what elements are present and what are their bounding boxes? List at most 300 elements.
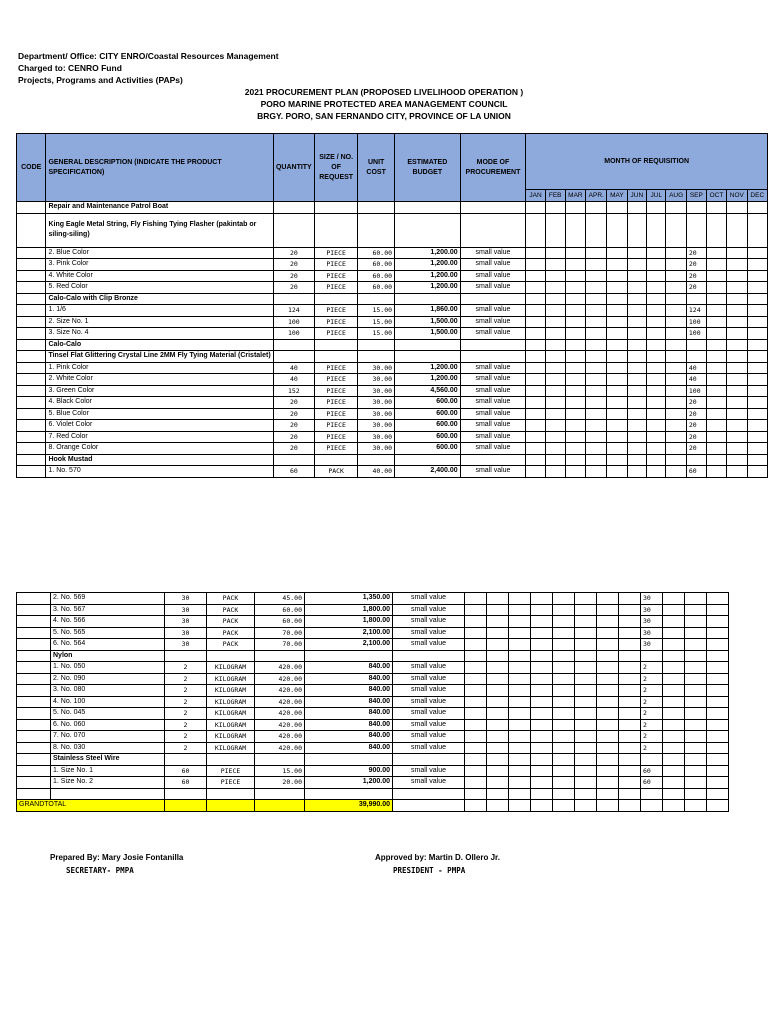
item-mode: small value [460, 374, 526, 386]
month-cell [526, 420, 546, 432]
item-mode: small value [460, 385, 526, 397]
month-cell [663, 673, 685, 685]
month-cell [531, 765, 553, 777]
month-cell [627, 420, 647, 432]
month-cell [747, 259, 767, 271]
month-cell [627, 385, 647, 397]
item-unit-cost: 60.00 [358, 247, 395, 259]
table-row [17, 202, 768, 214]
month-cell [663, 777, 685, 789]
month-cell [553, 742, 575, 754]
table-row [17, 639, 729, 651]
month-cell [531, 662, 553, 674]
month-cell [465, 777, 487, 789]
empty-cell [727, 351, 747, 363]
month-cell [607, 466, 627, 478]
empty-cell [641, 650, 663, 662]
month-cell [647, 443, 666, 455]
month-header: JAN [526, 190, 546, 202]
month-cell [666, 420, 686, 432]
empty-cell [545, 213, 565, 247]
approved-by: Approved by: Martin D. Ollero Jr. [375, 853, 500, 862]
table-row [17, 362, 768, 374]
empty-cell [706, 213, 726, 247]
title-line-2: PORO MARINE PROTECTED AREA MANAGEMENT COUNCIL [260, 99, 508, 109]
month-cell [597, 708, 619, 720]
code-cell [17, 339, 46, 351]
item-mode: small value [393, 627, 465, 639]
month-cell [627, 466, 647, 478]
month-cell [706, 282, 726, 294]
item-description: 5. Blue Color [46, 408, 273, 420]
item-unit-cost: 420.00 [255, 685, 305, 697]
month-cell [627, 397, 647, 409]
month-cell [545, 270, 565, 282]
month-header: JUL [647, 190, 666, 202]
month-cell [509, 719, 531, 731]
item-budget: 600.00 [395, 431, 461, 443]
month-cell [526, 328, 546, 340]
empty-cell [207, 788, 255, 800]
section-heading: Hook Mustad [46, 454, 273, 466]
item-mode: small value [393, 696, 465, 708]
item-budget: 2,100.00 [305, 627, 393, 639]
month-cell [487, 604, 509, 616]
empty-cell [526, 202, 546, 214]
empty-cell [509, 754, 531, 766]
month-cell [727, 259, 747, 271]
month-cell [685, 742, 707, 754]
item-quantity: 20 [273, 247, 314, 259]
month-cell [619, 616, 641, 628]
month-cell [706, 305, 726, 317]
item-description: 1. No. 050 [51, 662, 165, 674]
empty-cell [686, 351, 706, 363]
item-quantity: 20 [273, 408, 314, 420]
code-cell [17, 604, 51, 616]
month-cell [553, 593, 575, 605]
table-row [17, 374, 768, 386]
table-row [17, 685, 729, 697]
month-cell [575, 765, 597, 777]
month-cell [685, 765, 707, 777]
table-row [17, 259, 768, 271]
item-quantity: 20 [273, 443, 314, 455]
month-cell [727, 420, 747, 432]
month-cell [607, 259, 627, 271]
sep-requisition: 20 [686, 431, 706, 443]
month-cell [597, 685, 619, 697]
month-cell [707, 662, 729, 674]
table-row [17, 339, 768, 351]
month-cell [597, 616, 619, 628]
month-cell [597, 777, 619, 789]
sep-requisition: 20 [686, 259, 706, 271]
item-description: 7. No. 070 [51, 731, 165, 743]
item-budget: 1,200.00 [305, 777, 393, 789]
empty-cell [747, 213, 767, 247]
item-unit-cost: 70.00 [255, 639, 305, 651]
grand-total-label: GRANDTOTAL [17, 800, 165, 812]
code-cell [17, 259, 46, 271]
month-cell [607, 385, 627, 397]
month-cell [586, 362, 607, 374]
item-quantity: 30 [165, 604, 207, 616]
empty-cell [666, 454, 686, 466]
table-row [17, 420, 768, 432]
item-unit-cost: 30.00 [358, 443, 395, 455]
empty-cell [526, 339, 546, 351]
empty-cell [663, 650, 685, 662]
empty-cell [315, 339, 358, 351]
empty-cell [51, 788, 165, 800]
month-cell [586, 466, 607, 478]
month-cell [526, 247, 546, 259]
month-cell [575, 639, 597, 651]
sep-requisition: 20 [686, 270, 706, 282]
month-cell [465, 662, 487, 674]
month-cell [545, 282, 565, 294]
item-description: 4. No. 566 [51, 616, 165, 628]
month-cell [553, 731, 575, 743]
item-quantity: 60 [165, 777, 207, 789]
item-size: KILOGRAM [207, 742, 255, 754]
empty-cell [395, 202, 461, 214]
month-cell [565, 420, 586, 432]
month-cell [707, 593, 729, 605]
sep-requisition: 30 [641, 604, 663, 616]
empty-cell [597, 788, 619, 800]
item-unit-cost: 420.00 [255, 742, 305, 754]
month-cell [553, 673, 575, 685]
month-cell [509, 627, 531, 639]
month-cell [545, 362, 565, 374]
code-cell [17, 431, 46, 443]
month-cell [647, 362, 666, 374]
item-size: PIECE [207, 777, 255, 789]
month-cell [607, 374, 627, 386]
empty-cell [619, 650, 641, 662]
month-cell [727, 362, 747, 374]
month-cell [663, 604, 685, 616]
item-size: KILOGRAM [207, 731, 255, 743]
empty-cell [165, 754, 207, 766]
month-cell [575, 731, 597, 743]
item-mode: small value [460, 431, 526, 443]
month-cell [706, 362, 726, 374]
code-cell [17, 282, 46, 294]
table-row [17, 627, 729, 639]
month-cell [706, 259, 726, 271]
empty-cell [315, 213, 358, 247]
section-heading: Repair and Maintenance Patrol Boat [46, 202, 273, 214]
month-cell [526, 374, 546, 386]
month-cell [663, 708, 685, 720]
item-mode: small value [393, 616, 465, 628]
item-description: 1. Size No. 2 [51, 777, 165, 789]
table-row [17, 385, 768, 397]
code-cell [17, 754, 51, 766]
section-heading: Calo-Calo with Clip Bronze [46, 293, 273, 305]
item-budget: 1,200.00 [395, 270, 461, 282]
sep-requisition: 30 [641, 593, 663, 605]
section-heading: Tinsel Flat Glittering Crystal Line 2MM Fly Tying Material (Cristalet) [46, 351, 273, 363]
month-cell [747, 431, 767, 443]
sep-requisition: 2 [641, 719, 663, 731]
month-cell [597, 639, 619, 651]
empty-cell [255, 754, 305, 766]
month-cell [619, 708, 641, 720]
month-cell [727, 305, 747, 317]
item-quantity: 100 [273, 316, 314, 328]
code-cell [17, 454, 46, 466]
month-cell [531, 708, 553, 720]
sep-requisition: 2 [641, 708, 663, 720]
empty-cell [607, 202, 627, 214]
item-quantity: 20 [273, 259, 314, 271]
month-cell [597, 593, 619, 605]
empty-cell [393, 650, 465, 662]
month-cell [531, 604, 553, 616]
item-description: 3. Pink Color [46, 259, 273, 271]
item-mode: small value [460, 282, 526, 294]
code-cell [17, 639, 51, 651]
table-row [17, 673, 729, 685]
empty-cell [531, 754, 553, 766]
item-unit-cost: 60.00 [255, 604, 305, 616]
code-cell [17, 397, 46, 409]
empty-cell [707, 754, 729, 766]
month-cell [553, 777, 575, 789]
procurement-table-bottom [16, 592, 729, 812]
item-unit-cost: 45.00 [255, 593, 305, 605]
table-row [17, 305, 768, 317]
month-cell [707, 708, 729, 720]
month-cell [597, 604, 619, 616]
month-cell [647, 282, 666, 294]
month-cell [706, 420, 726, 432]
item-mode: small value [460, 362, 526, 374]
code-cell [17, 662, 51, 674]
paps-line: Projects, Programs and Activities (PAPs) [18, 75, 183, 85]
item-budget: 840.00 [305, 673, 393, 685]
month-cell [509, 696, 531, 708]
item-description: 6. Violet Color [46, 420, 273, 432]
col-description: GENERAL DESCRIPTION (INDICATE THE PRODUCT SPECIFICATION) [46, 134, 273, 202]
item-size: PACK [207, 604, 255, 616]
month-cell [627, 431, 647, 443]
item-quantity: 30 [165, 627, 207, 639]
month-cell [607, 328, 627, 340]
month-cell [531, 685, 553, 697]
empty-cell [747, 339, 767, 351]
month-cell [707, 616, 729, 628]
code-cell [17, 385, 46, 397]
item-budget: 1,200.00 [395, 362, 461, 374]
month-cell [575, 673, 597, 685]
item-budget: 900.00 [305, 765, 393, 777]
month-cell [666, 466, 686, 478]
month-cell [663, 639, 685, 651]
empty-cell [553, 788, 575, 800]
month-cell [647, 270, 666, 282]
month-cell [647, 247, 666, 259]
code-cell [17, 708, 51, 720]
month-cell [647, 305, 666, 317]
empty-cell [545, 454, 565, 466]
empty-cell [575, 754, 597, 766]
empty-cell [647, 454, 666, 466]
month-cell [487, 777, 509, 789]
item-description: 1. 1/6 [46, 305, 273, 317]
code-cell [17, 616, 51, 628]
month-cell [685, 708, 707, 720]
sep-requisition: 100 [686, 316, 706, 328]
item-budget: 600.00 [395, 408, 461, 420]
item-size: PIECE [315, 247, 358, 259]
code-cell [17, 351, 46, 363]
empty-cell [707, 650, 729, 662]
item-size: KILOGRAM [207, 685, 255, 697]
month-cell [666, 247, 686, 259]
code-cell [17, 765, 51, 777]
month-cell [487, 616, 509, 628]
item-description: 7. Red Color [46, 431, 273, 443]
section-heading: Stainless Steel Wire [51, 754, 165, 766]
empty-cell [395, 339, 461, 351]
table-row [17, 213, 768, 247]
item-mode: small value [393, 731, 465, 743]
month-cell [663, 593, 685, 605]
item-unit-cost: 15.00 [358, 316, 395, 328]
table-row [17, 708, 729, 720]
item-mode: small value [393, 719, 465, 731]
code-cell [17, 650, 51, 662]
col-size: SIZE / NO. OF REQUEST [315, 134, 358, 202]
month-cell [627, 408, 647, 420]
sep-requisition: 124 [686, 305, 706, 317]
empty-cell [509, 650, 531, 662]
month-cell [685, 604, 707, 616]
item-description: 1. Size No. 1 [51, 765, 165, 777]
sep-requisition: 40 [686, 362, 706, 374]
code-cell [17, 742, 51, 754]
month-cell [707, 719, 729, 731]
month-cell [565, 282, 586, 294]
empty-cell [565, 202, 586, 214]
empty-cell [395, 213, 461, 247]
month-cell [597, 742, 619, 754]
item-unit-cost: 60.00 [358, 270, 395, 282]
code-cell [17, 731, 51, 743]
month-cell [531, 696, 553, 708]
month-cell [531, 719, 553, 731]
item-unit-cost: 20.00 [255, 777, 305, 789]
month-cell [647, 431, 666, 443]
month-cell [465, 708, 487, 720]
empty-cell [647, 293, 666, 305]
empty-cell [460, 454, 526, 466]
empty-cell [545, 293, 565, 305]
sep-requisition: 2 [641, 742, 663, 754]
item-size: PACK [315, 466, 358, 478]
month-cell [465, 742, 487, 754]
month-cell [553, 765, 575, 777]
month-cell [685, 777, 707, 789]
item-description: 1. No. 570 [46, 466, 273, 478]
month-cell [509, 673, 531, 685]
month-cell [586, 305, 607, 317]
empty-cell [627, 351, 647, 363]
empty-cell [747, 202, 767, 214]
empty-cell [607, 213, 627, 247]
item-size: PACK [207, 593, 255, 605]
item-description: 5. Red Color [46, 282, 273, 294]
month-cell [619, 604, 641, 616]
empty-cell [575, 650, 597, 662]
month-cell [607, 316, 627, 328]
section-heading: Calo-Calo [46, 339, 273, 351]
month-header: FEB [545, 190, 565, 202]
month-cell [575, 627, 597, 639]
month-cell [607, 431, 627, 443]
month-cell [487, 719, 509, 731]
table-row [17, 466, 768, 478]
month-cell [465, 593, 487, 605]
month-cell [727, 397, 747, 409]
month-cell [685, 662, 707, 674]
month-cell [545, 328, 565, 340]
month-cell [565, 443, 586, 455]
empty-cell [487, 754, 509, 766]
item-mode: small value [460, 305, 526, 317]
item-size: PIECE [315, 385, 358, 397]
sep-requisition: 2 [641, 662, 663, 674]
empty-cell [647, 339, 666, 351]
month-cell [607, 247, 627, 259]
month-cell [685, 673, 707, 685]
empty-cell [706, 202, 726, 214]
month-cell [727, 385, 747, 397]
month-cell [666, 328, 686, 340]
month-header: JUN [627, 190, 647, 202]
month-cell [707, 685, 729, 697]
table-row [17, 777, 729, 789]
month-cell [465, 719, 487, 731]
item-quantity: 100 [273, 328, 314, 340]
month-cell [509, 593, 531, 605]
month-cell [647, 374, 666, 386]
item-size: KILOGRAM [207, 708, 255, 720]
item-unit-cost: 30.00 [358, 374, 395, 386]
sep-requisition: 20 [686, 408, 706, 420]
month-cell [586, 397, 607, 409]
item-quantity: 2 [165, 742, 207, 754]
item-quantity: 30 [165, 616, 207, 628]
empty-cell [315, 454, 358, 466]
sep-requisition: 30 [641, 627, 663, 639]
item-size: PIECE [315, 431, 358, 443]
month-cell [666, 374, 686, 386]
empty-cell [460, 293, 526, 305]
month-cell [509, 639, 531, 651]
empty-cell [255, 788, 305, 800]
table-row [17, 742, 729, 754]
item-size: PIECE [207, 765, 255, 777]
item-mode: small value [393, 765, 465, 777]
empty-cell [207, 650, 255, 662]
empty-cell [273, 351, 314, 363]
